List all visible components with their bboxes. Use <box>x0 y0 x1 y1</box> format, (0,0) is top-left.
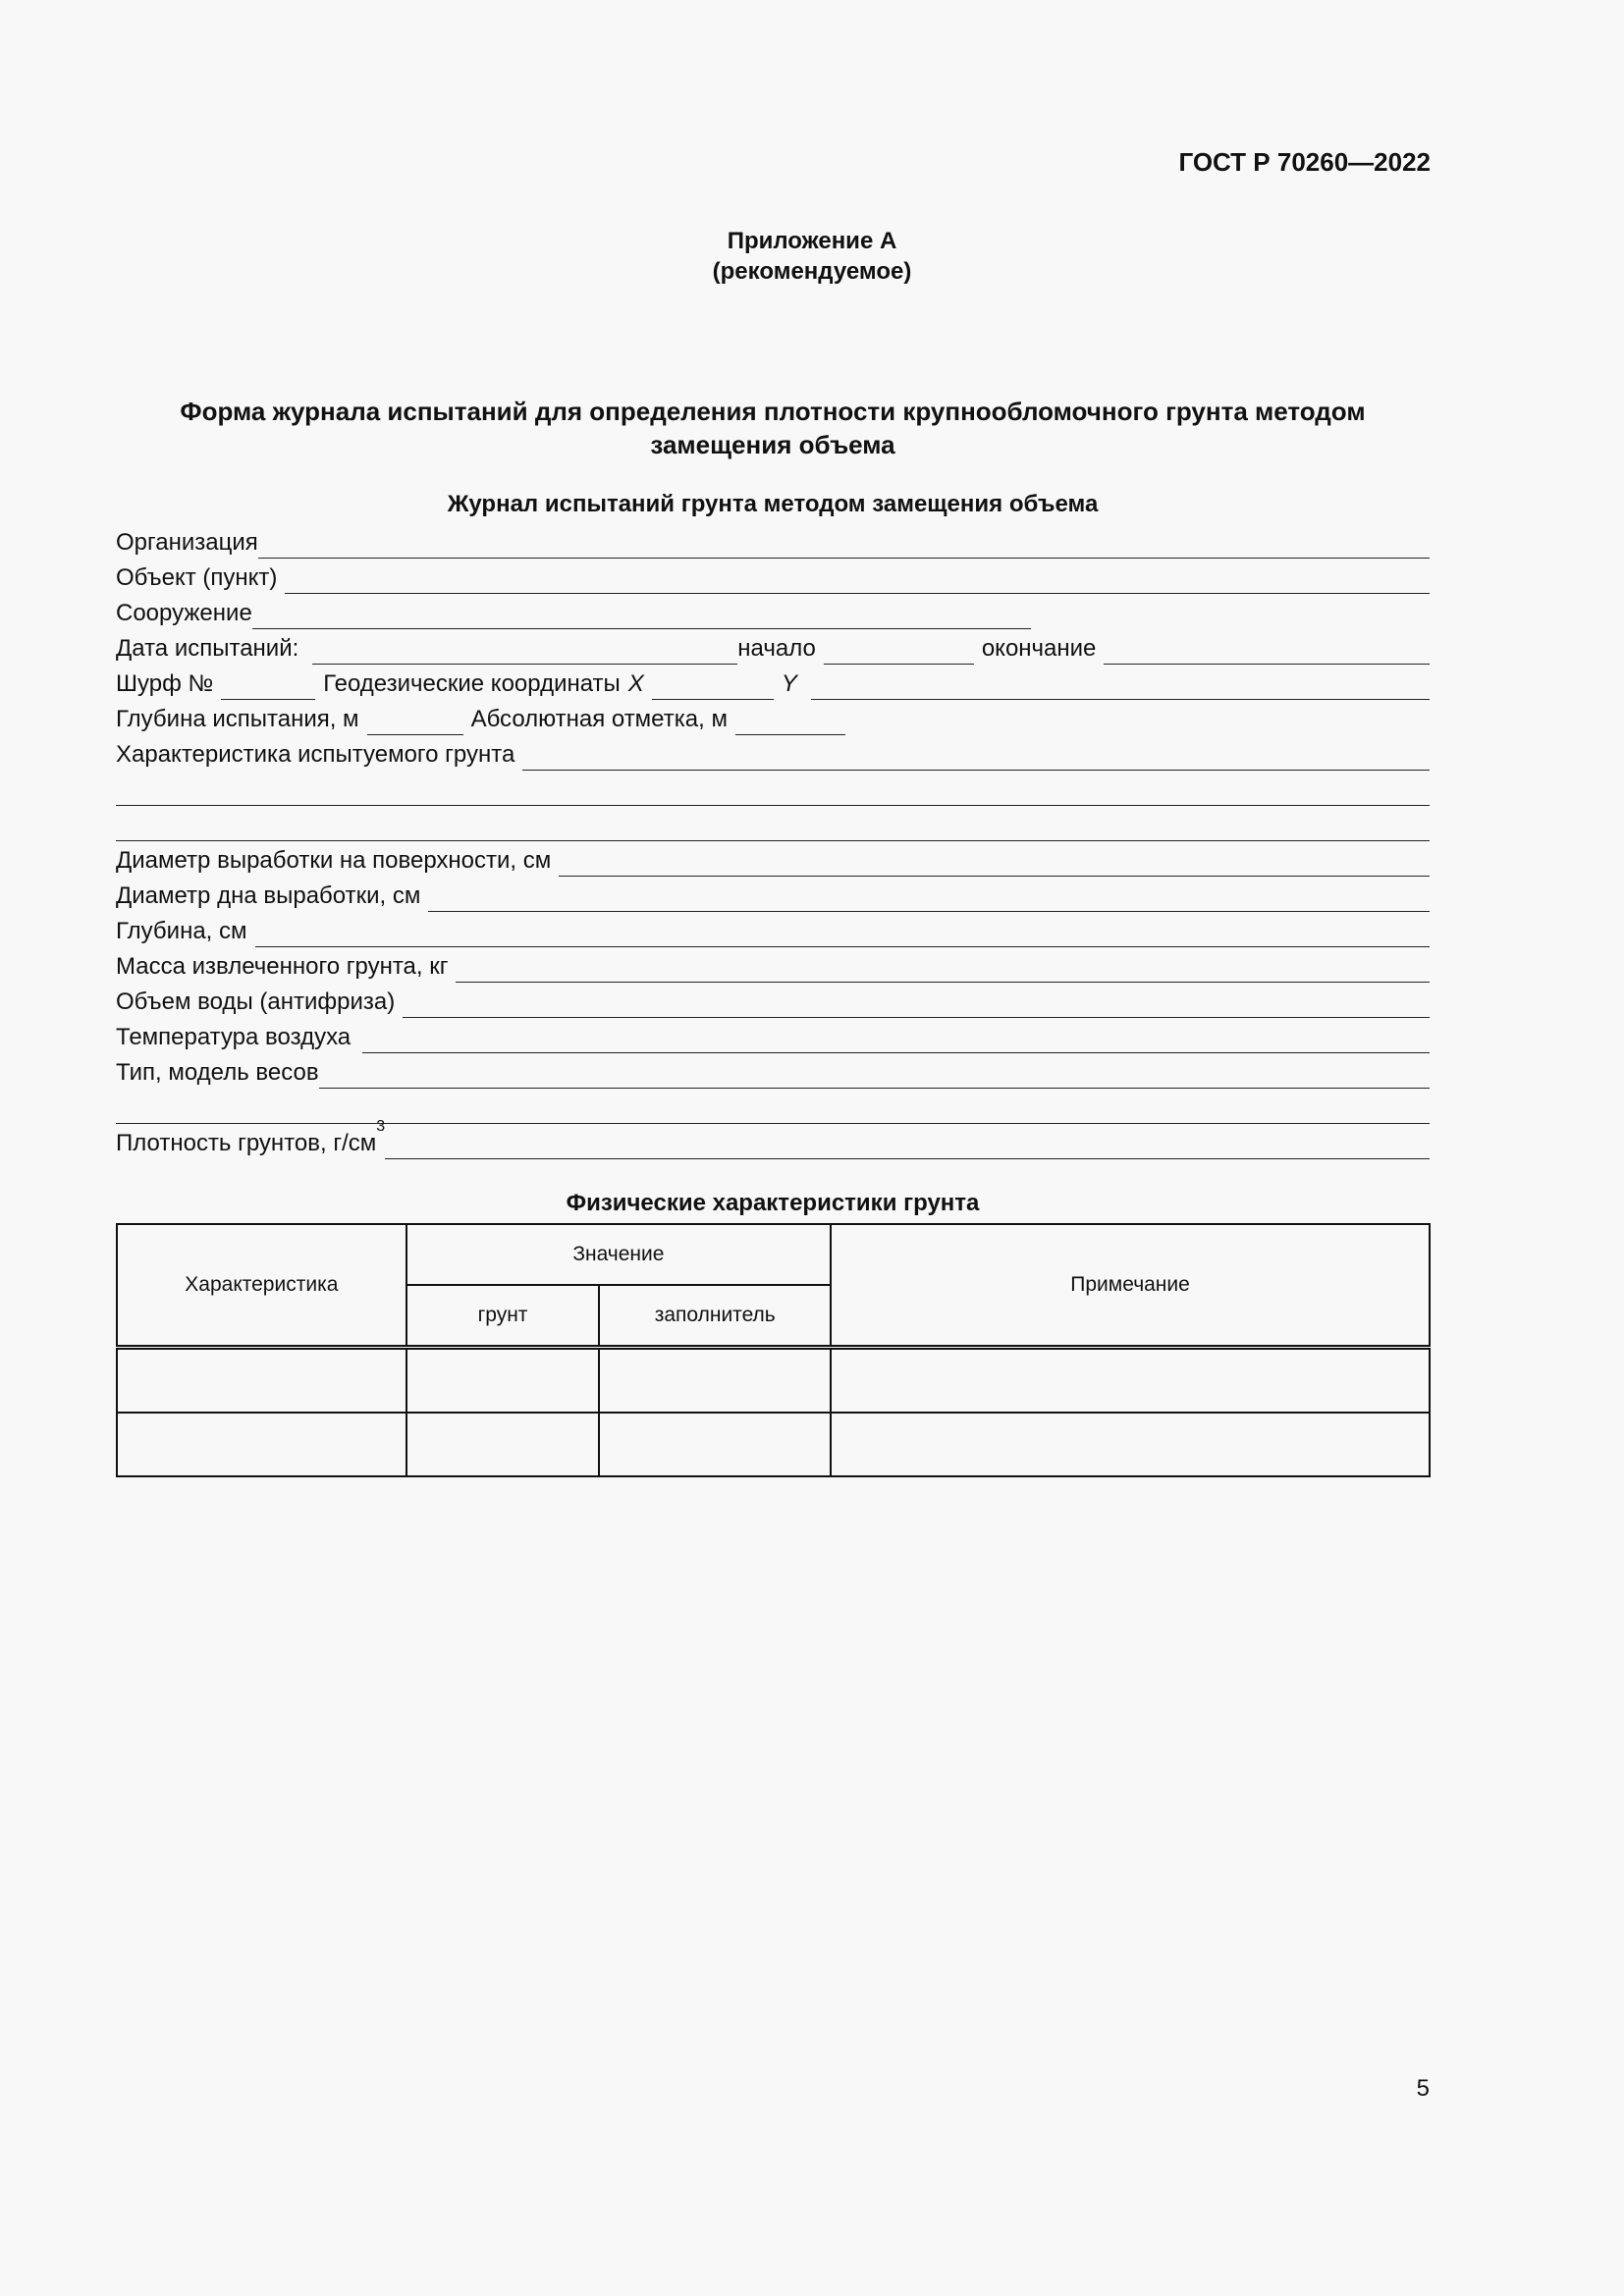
diam-surface-label: Диаметр выработки на поверхности, см <box>116 847 552 874</box>
scales-label: Тип, модель весов <box>116 1059 319 1086</box>
start-label: начало <box>737 635 816 662</box>
form-title-line1: Форма журнала испытаний для определения плотности крупнообломочного грунта методом <box>180 397 1366 426</box>
table-cell[interactable] <box>599 1413 831 1476</box>
test-date-label: Дата испытаний: <box>116 635 299 662</box>
table-cell[interactable] <box>831 1348 1430 1414</box>
pit-label: Шурф № <box>116 670 214 697</box>
table-cell[interactable] <box>406 1413 600 1476</box>
col-value-header: Значение <box>406 1224 831 1285</box>
coords-label: Геодезические координаты <box>323 670 621 697</box>
end-field[interactable] <box>1104 640 1430 665</box>
y-field[interactable] <box>811 675 1430 700</box>
depth-test-row <box>116 700 1430 735</box>
scales-field[interactable] <box>319 1064 1430 1089</box>
form-title <box>116 395 1430 461</box>
structure-row <box>116 594 1430 629</box>
col-characteristic-header: Характеристика <box>117 1224 406 1348</box>
annex-title: Приложение А <box>727 228 897 254</box>
density-label: Плотность грунтов, $г/см^3$ <box>116 1118 386 1156</box>
soil-char-field-2[interactable] <box>116 781 1430 806</box>
density-field[interactable] <box>385 1139 1430 1159</box>
object-label: Объект (пункт) <box>116 564 278 591</box>
end-label: окончание <box>981 635 1097 662</box>
scales-line-2 <box>116 1089 1430 1124</box>
form-title-line2: замещения объема <box>650 430 895 459</box>
depth-row <box>116 912 1430 947</box>
mass-row <box>116 947 1430 983</box>
mass-label: Масса извлеченного грунта, кг <box>116 953 449 980</box>
annex-subtitle: (рекомендуемое) <box>712 258 912 285</box>
soil-char-field[interactable] <box>522 746 1430 771</box>
soil-char-line-2 <box>116 771 1430 806</box>
table-cell[interactable] <box>117 1348 406 1414</box>
water-volume-row <box>116 983 1430 1018</box>
density-row <box>116 1118 1430 1159</box>
physical-characteristics-table <box>116 1223 1431 1477</box>
scales-field-2[interactable] <box>116 1099 1430 1124</box>
structure-field[interactable] <box>252 605 1031 629</box>
y-label: Y <box>781 670 797 697</box>
depth-test-field[interactable] <box>367 711 463 735</box>
table-cell[interactable] <box>406 1348 600 1414</box>
page-number: 5 <box>1416 2075 1430 2102</box>
density-unit-superscript: 3 <box>376 1118 386 1135</box>
diam-surface-field[interactable] <box>559 852 1430 877</box>
pit-field[interactable] <box>221 675 315 700</box>
abs-mark-label: Абсолютная отметка, м <box>470 706 728 732</box>
test-date-row <box>116 629 1430 665</box>
soil-char-label: Характеристика испытуемого грунта <box>116 741 515 768</box>
air-temp-label: Температура воздуха <box>116 1024 352 1050</box>
diam-bottom-row <box>116 877 1430 912</box>
diam-bottom-field[interactable] <box>428 887 1430 912</box>
journal-title: Журнал испытаний грунта методом замещения объема <box>447 491 1099 517</box>
scales-row <box>116 1053 1430 1089</box>
col-soil-header: грунт <box>406 1285 600 1348</box>
x-field[interactable] <box>652 675 774 700</box>
organization-field[interactable] <box>258 534 1430 559</box>
document-code: ГОСТ Р 70260—2022 <box>1178 147 1431 177</box>
table-cell[interactable] <box>599 1348 831 1414</box>
test-date-field[interactable] <box>312 640 737 665</box>
depth-test-label: Глубина испытания, м <box>116 706 359 732</box>
table-cell[interactable] <box>831 1413 1430 1476</box>
table-cell[interactable] <box>117 1413 406 1476</box>
soil-char-field-3[interactable] <box>116 817 1430 841</box>
journal-form <box>116 523 1430 1159</box>
depth-field[interactable] <box>255 923 1430 947</box>
water-volume-field[interactable] <box>403 993 1430 1018</box>
air-temp-row <box>116 1018 1430 1053</box>
start-field[interactable] <box>824 640 974 665</box>
structure-label: Сооружение <box>116 600 252 626</box>
col-note-header: Примечание <box>831 1224 1430 1348</box>
diam-surface-row <box>116 841 1430 877</box>
annex-heading <box>0 226 1624 287</box>
water-volume-label: Объем воды (антифриза) <box>116 988 396 1015</box>
soil-char-line-3 <box>116 806 1430 841</box>
diam-bottom-label: Диаметр дна выработки, см <box>116 882 421 909</box>
depth-label: Глубина, см <box>116 918 247 944</box>
col-filler-header: заполнитель <box>599 1285 831 1348</box>
table-row <box>117 1413 1430 1476</box>
object-field[interactable] <box>285 569 1430 594</box>
abs-mark-field[interactable] <box>735 711 845 735</box>
x-label: X <box>627 670 644 697</box>
table-title: Физические характеристики грунта <box>566 1190 980 1216</box>
soil-char-row <box>116 735 1430 771</box>
organization-label: Организация <box>116 529 258 556</box>
organization-row <box>116 523 1430 559</box>
mass-field[interactable] <box>456 958 1430 983</box>
pit-row <box>116 665 1430 700</box>
table-row <box>117 1348 1430 1414</box>
air-temp-field[interactable] <box>362 1029 1430 1053</box>
object-row <box>116 559 1430 594</box>
